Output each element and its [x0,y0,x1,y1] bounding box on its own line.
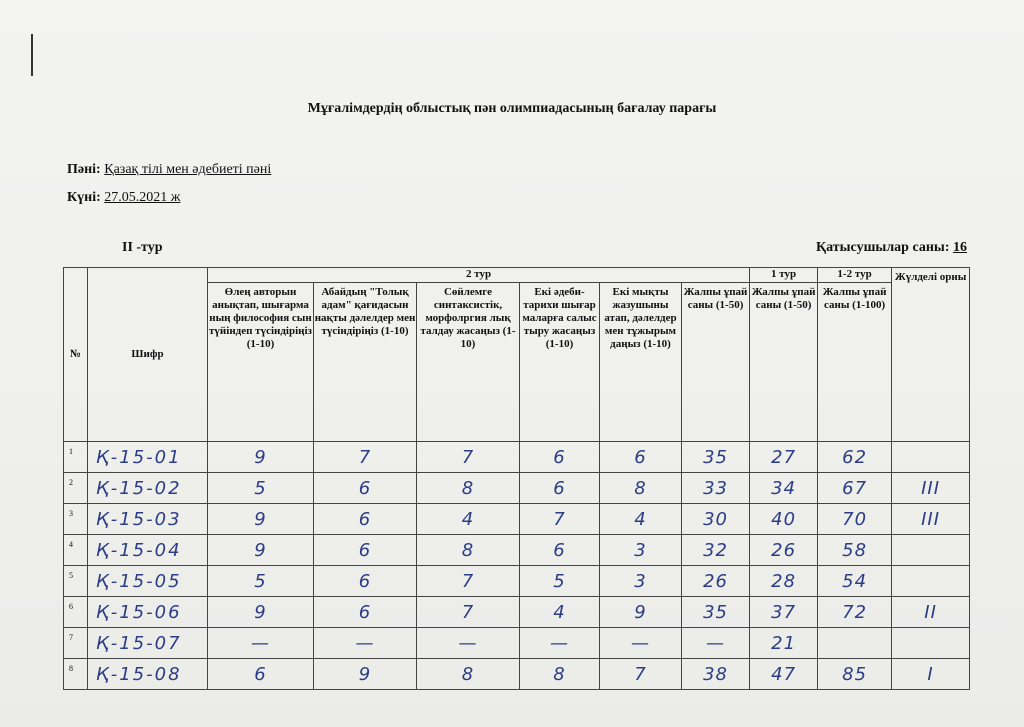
score-c4: 6 [520,473,600,504]
score-c3: 8 [417,659,520,690]
score-c1: 6 [208,659,314,690]
scores-table [63,267,970,690]
header-total-tour1: Жалпы ұпай саны (1-50) [750,283,818,442]
cipher-cell: Қ-15-06 [88,597,208,628]
score-c1: 9 [208,504,314,535]
score-c2: 6 [314,473,417,504]
header-cipher: Шифр [88,268,208,442]
date-line [67,190,180,206]
score-c1: — [208,628,314,659]
header-criterion-5: Екі мықты жазушыны атап, дәлелдер мен тұжырым даңыз (1-10) [600,283,682,442]
score-c4: — [520,628,600,659]
total-tour2: — [682,628,750,659]
table-row [64,597,970,628]
cipher-cell: Қ-15-02 [88,473,208,504]
row-number: 3 [64,504,88,535]
subject-line [67,162,271,178]
score-c5: 7 [600,659,682,690]
score-c3: 7 [417,566,520,597]
score-c4: 6 [520,535,600,566]
score-c5: 8 [600,473,682,504]
subject-value: Қазақ тілі мен әдебиеті пәні [104,162,272,177]
score-c5: 6 [600,442,682,473]
score-c5: 3 [600,535,682,566]
place-cell: I [892,659,970,690]
score-c3: — [417,628,520,659]
total-tour2: 26 [682,566,750,597]
score-c4: 8 [520,659,600,690]
table-row [64,473,970,504]
row-number: 4 [64,535,88,566]
total-tour2: 35 [682,442,750,473]
score-c4: 6 [520,442,600,473]
score-c1: 5 [208,566,314,597]
row-number: 6 [64,597,88,628]
total-tour12 [818,628,892,659]
row-number: 2 [64,473,88,504]
total-tour12: 85 [818,659,892,690]
table-row [64,442,970,473]
score-c5: — [600,628,682,659]
total-tour12: 70 [818,504,892,535]
score-c3: 8 [417,535,520,566]
total-tour1: 34 [750,473,818,504]
header-criterion-3: Сөйлемге синтаксистік, морфолргия лық талдау жасаңыз (1-10) [417,283,520,442]
total-tour1: 21 [750,628,818,659]
row-number: 5 [64,566,88,597]
place-cell: III [892,473,970,504]
score-c2: 7 [314,442,417,473]
total-tour2: 32 [682,535,750,566]
score-c4: 5 [520,566,600,597]
table-row [64,535,970,566]
cipher-cell: Қ-15-07 [88,628,208,659]
score-c2: 6 [314,566,417,597]
score-c3: 4 [417,504,520,535]
total-tour12: 62 [818,442,892,473]
score-c2: 6 [314,504,417,535]
score-c2: — [314,628,417,659]
participants-label: Қатысушылар саны: [815,240,950,255]
score-c1: 9 [208,535,314,566]
score-c2: 6 [314,535,417,566]
header-total-tour12: Жалпы ұпай саны (1-100) [818,283,892,442]
cipher-cell: Қ-15-08 [88,659,208,690]
total-tour2: 38 [682,659,750,690]
total-tour1: 26 [750,535,818,566]
row-number: 8 [64,659,88,690]
total-tour1: 28 [750,566,818,597]
place-cell [892,442,970,473]
date-label: Күні: [67,190,101,205]
row-number: 1 [64,442,88,473]
table-row [64,659,970,690]
cipher-cell: Қ-15-01 [88,442,208,473]
header-criterion-1: Өлең авторын анықтап, шығарма ның философия сын түйіндеп түсіндіріңіз (1-10) [208,283,314,442]
place-cell: III [892,504,970,535]
header-tour12: 1-2 тур [818,268,892,283]
total-tour1: 27 [750,442,818,473]
total-tour12: 58 [818,535,892,566]
total-tour2: 35 [682,597,750,628]
header-criterion-2: Абайдың "Толық адам" қағидасын нақты дәлелдер мен түсіндіріңіз (1-10) [314,283,417,442]
header-tour1: 1 тур [750,268,818,283]
subject-label: Пәні: [67,162,101,177]
score-c2: 9 [314,659,417,690]
score-c1: 9 [208,442,314,473]
total-tour2: 30 [682,504,750,535]
margin-mark [31,34,33,76]
total-tour1: 40 [750,504,818,535]
header-tour2: 2 тур [208,268,750,283]
header-no: № [64,268,88,442]
score-c2: 6 [314,597,417,628]
score-c4: 4 [520,597,600,628]
cipher-cell: Қ-15-04 [88,535,208,566]
row-number: 7 [64,628,88,659]
score-c3: 7 [417,597,520,628]
participants-count [816,240,967,256]
score-c5: 4 [600,504,682,535]
cipher-cell: Қ-15-05 [88,566,208,597]
header-criterion-4: Екі әдеби-тарихи шығар маларға салыс тыру жасаңыз (1-10) [520,283,600,442]
place-cell [892,566,970,597]
score-c4: 7 [520,504,600,535]
total-tour1: 47 [750,659,818,690]
header-place: Жүлделі орны [892,268,970,442]
place-cell [892,535,970,566]
score-c1: 9 [208,597,314,628]
total-tour1: 37 [750,597,818,628]
score-c3: 8 [417,473,520,504]
table-row [64,628,970,659]
total-tour2: 33 [682,473,750,504]
score-c1: 5 [208,473,314,504]
table-row [64,504,970,535]
place-cell [892,628,970,659]
score-c3: 7 [417,442,520,473]
score-c5: 3 [600,566,682,597]
total-tour12: 54 [818,566,892,597]
score-c5: 9 [600,597,682,628]
date-value: 27.05.2021 ж [104,190,181,205]
round-label: II -тур [122,240,163,255]
total-tour12: 72 [818,597,892,628]
participants-value: 16 [953,240,967,255]
group-header-row [64,268,970,283]
place-cell: II [892,597,970,628]
total-tour12: 67 [818,473,892,504]
document-title: Мұғалімдердің облыстық пән олимпиадасының бағалау парағы [307,101,717,116]
table-row [64,566,970,597]
header-total-tour2: Жалпы ұпай саны (1-50) [682,283,750,442]
cipher-cell: Қ-15-03 [88,504,208,535]
